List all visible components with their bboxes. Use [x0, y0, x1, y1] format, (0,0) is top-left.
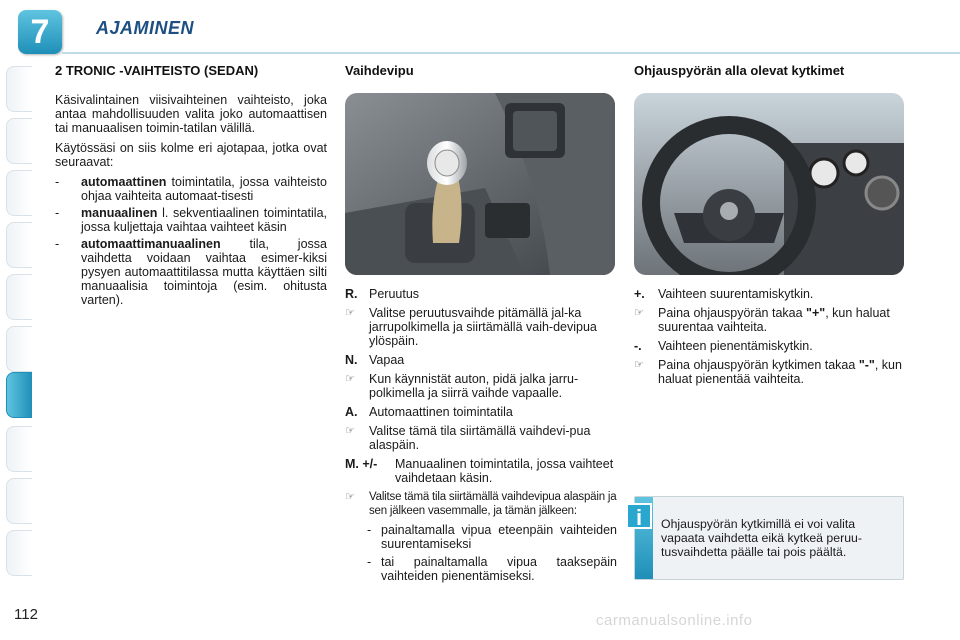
list-item: - automaattimanuaalinen tila, jossa vaihdetta voidaan vaihtaa esimer-kiksi pysyen automaattitilassa mutta käyttäen silti manuaalisia toimintoja (esim. ohitusta varten).	[55, 237, 327, 307]
chapter-tab[interactable]	[6, 426, 32, 472]
chapter-number-badge: 7	[18, 10, 62, 54]
page-number: 112	[14, 606, 38, 623]
info-box	[634, 496, 904, 580]
section-heading: Vaihdevipu	[345, 63, 414, 78]
gear-m-row: M. +/- Manuaalinen toimintatila, jossa vaihteet vaihdetaan käsin.	[345, 457, 614, 485]
chapter-title: AJAMINEN	[96, 18, 195, 38]
list-item: - tai painaltamalla vipua taaksepäin vaihteiden pienentämiseksi.	[367, 555, 617, 583]
plus-switch-row: +. Vaihteen suurentamiskytkin.	[634, 287, 814, 301]
chapter-tab[interactable]	[6, 118, 32, 164]
chapter-tab[interactable]	[6, 170, 32, 216]
chapter-tab-active[interactable]	[6, 372, 32, 418]
gear-a-note: ☞ Valitse tämä tila siirtämällä vaihdevi-pua alaspäin.	[345, 424, 591, 452]
gear-r-row: R. Peruutus	[345, 287, 420, 301]
intro-paragraph: Käsivalintainen viisivaihteinen vaihteisto, joka antaa mahdollisuuden valita joko automaattisen tai manuaalisen toimin-tatilan välillä.	[55, 93, 327, 135]
header-divider	[62, 52, 960, 54]
list-item: - painaltamalla vipua eteenpäin vaihteiden suurentamiseksi	[367, 523, 617, 551]
info-text: Ohjauspyörän kytkimillä ei voi valita vapaata vaihdetta eikä kytkeä peruu-tusvaihdetta päälle tai pois päältä.	[661, 517, 862, 559]
info-icon: i	[626, 503, 652, 529]
hand-pointer-icon: ☞	[634, 307, 644, 319]
gear-a-row: A. Automaattinen toimintatila	[345, 405, 513, 419]
hand-pointer-icon: ☞	[345, 491, 355, 503]
chapter-tabs	[0, 60, 34, 580]
page-header	[0, 0, 960, 60]
chapter-tab[interactable]	[6, 274, 32, 320]
chapter-tab[interactable]	[6, 222, 32, 268]
gear-lever-column	[345, 62, 617, 587]
gear-r-note: ☞ Valitse peruutusvaihde pitämällä jal-ka jarrupolkimella ja siirtämällä vaih-devipua ylöspäin.	[345, 306, 597, 348]
steering-wheel-photo	[634, 93, 904, 275]
chapter-tab[interactable]	[6, 66, 32, 112]
list-item: - manuaalinen l. sekventiaalinen toimintatila, jossa kuljettaja vaihtaa vaihteet käsin	[55, 206, 327, 234]
modes-paragraph: Käytössäsi on siis kolme eri ajotapaa, jotka ovat seuraavat:	[55, 141, 327, 169]
hand-pointer-icon: ☞	[634, 359, 644, 371]
gearbox-intro-column	[55, 62, 327, 310]
section-heading: Ohjauspyörän alla olevat kytkimet	[634, 63, 845, 78]
section-heading: 2 TRONIC -VAIHTEISTO (SEDAN)	[55, 63, 259, 78]
hand-pointer-icon: ☞	[345, 307, 355, 319]
watermark: carmanualsonline.info	[596, 612, 753, 629]
minus-switch-note: ☞ Paina ohjauspyörän kytkimen takaa "-", kun haluat pienentää vaihteita.	[634, 358, 902, 386]
gear-n-row: N. Vapaa	[345, 353, 405, 367]
gear-m-note: ☞ Valitse tämä tila siirtämällä vaihdevipua alaspäin ja sen jälkeen vasemmalle, ja tämän jälkeen:	[345, 491, 617, 517]
steering-switches-column	[634, 62, 906, 391]
gear-lever-photo	[345, 93, 615, 275]
gear-n-note: ☞ Kun käynnistät auton, pidä jalka jarru-polkimella ja siirrä vaihde vapaalle.	[345, 372, 579, 400]
chapter-tab[interactable]	[6, 478, 32, 524]
list-item: - automaattinen toimintatila, jossa vaihteisto ohjaa vaihteita automaat-tisesti	[55, 175, 327, 203]
hand-pointer-icon: ☞	[345, 373, 355, 385]
hand-pointer-icon: ☞	[345, 425, 355, 437]
plus-switch-note: ☞ Paina ohjauspyörän takaa "+", kun haluat suurentaa vaihteita.	[634, 306, 890, 334]
minus-switch-row: -. Vaihteen pienentämiskytkin.	[634, 339, 813, 353]
chapter-tab[interactable]	[6, 326, 32, 372]
chapter-tab[interactable]	[6, 530, 32, 576]
